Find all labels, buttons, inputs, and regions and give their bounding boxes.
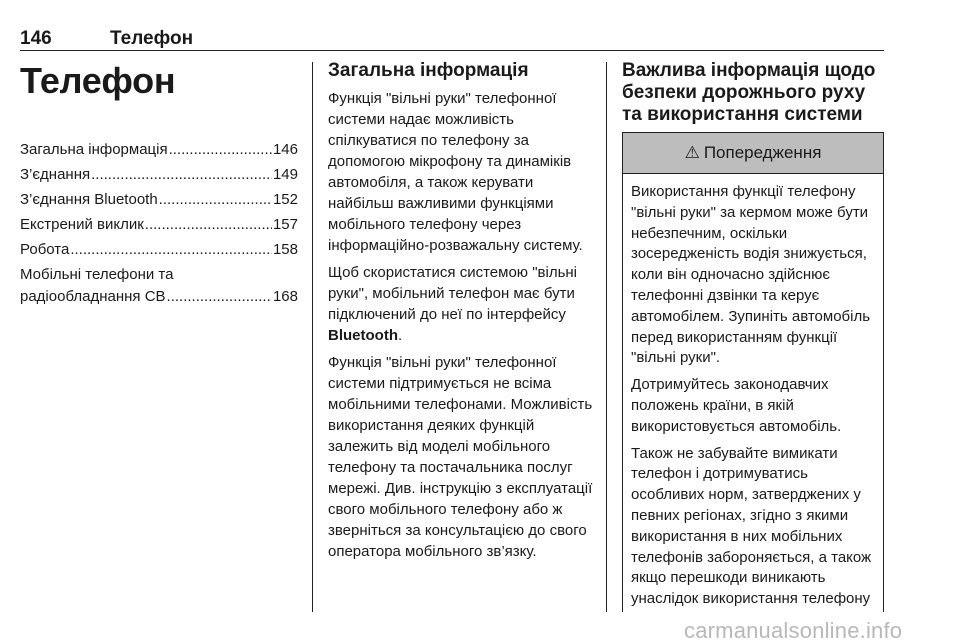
column-divider	[606, 62, 607, 612]
paragraph: Функція "вільні руки" телефонної системи підтримується не всіма мобільними телефонами. Можливість використання деяких функцій залежить від моделі мобільного телефону та постачальника послуг мережі. Див. інструкцію з експлуатації свого мобільного телефону або ж зверніться за консультацією до свого оператора мобільного зв’язку.	[328, 354, 593, 560]
toc-label: Робота	[20, 241, 70, 258]
warning-paragraph: Використання функції телефону "вільні руки" за кермом може бути небезпечним, оскільки зосередженість водія знижується, коли він одночасно здійснює телефонні дзвінки та керує автомобілем. Зупиніть автомобіль перед використанням функції "вільні руки".	[631, 183, 871, 367]
page-header	[20, 28, 884, 51]
header-section-title: Телефон	[110, 28, 194, 49]
toc-label: Екстрений виклик	[20, 216, 144, 233]
toc-label: З’єднання	[20, 166, 91, 183]
toc-leader	[167, 286, 272, 308]
paragraph-text: Щоб скористатися системою "вільні руки", мобільний телефон має бути підключений до неї по інтерфейсу	[328, 264, 578, 323]
warning-body	[623, 174, 883, 612]
warning-paragraph: Також не забувайте вимикати телефон і дотримуватись особливих норм, затверджених у певних регіонах, згідно з якими використання в них мобільних телефонів забороняється, а також якщо перешкоди виникають унаслідок використання телефону	[631, 444, 872, 608]
column-divider	[312, 62, 313, 612]
toc-column	[20, 60, 298, 311]
page-number: 146	[20, 28, 52, 49]
toc-leader	[145, 214, 272, 236]
warning-triangle-icon: ⚠	[684, 143, 700, 162]
toc-page: 146	[272, 141, 298, 158]
toc-label: радіообладнання CB	[20, 288, 166, 305]
chapter-title: Телефон	[20, 60, 176, 101]
toc-label: Загальна інформація	[20, 141, 168, 158]
toc-page: 168	[272, 288, 298, 305]
watermark: carmanualsonline.info	[684, 618, 903, 643]
toc-entry[interactable]	[20, 214, 298, 236]
paragraph	[328, 262, 596, 346]
toc-leader	[70, 239, 272, 261]
paragraph-end: .	[397, 327, 403, 344]
section-title-safety: Важлива інформація щодо безпеки дорожнього руху та використання системи	[622, 60, 876, 125]
toc-leader	[159, 189, 272, 211]
toc-entry[interactable]	[20, 189, 298, 211]
toc-label: З’єднання Bluetooth	[20, 191, 158, 208]
toc-label-line1: Мобільні телефони та	[20, 266, 174, 283]
toc-page: 152	[272, 191, 298, 208]
paragraph: Функція "вільні руки" телефонної системи надає можливість спілкуватися по телефону за допомогою мікрофону та динаміків автомобіля, а також керувати найбільш важливими функціями мобільного телефону через інформаційно-розважальну систему.	[328, 90, 583, 254]
toc-page: 157	[272, 216, 298, 233]
warning-paragraph: Дотримуйтесь законодавчих положень країни, в якій використовується автомобіль.	[631, 376, 842, 435]
toc-page: 149	[272, 166, 298, 183]
bluetooth-term: Bluetooth	[328, 327, 398, 344]
toc-leader	[91, 164, 272, 186]
table-of-contents	[20, 139, 298, 308]
warning-header	[623, 132, 883, 174]
safety-column	[622, 60, 884, 612]
toc-leader	[169, 139, 272, 161]
toc-entry[interactable]	[20, 164, 298, 186]
toc-entry[interactable]	[20, 139, 298, 161]
toc-entry[interactable]	[20, 264, 298, 308]
toc-entry[interactable]	[20, 239, 298, 261]
toc-page: 158	[272, 241, 298, 258]
warning-box	[622, 132, 884, 612]
general-info-column	[328, 60, 596, 568]
warning-label: Попередження	[703, 143, 822, 162]
section-title-general: Загальна інформація	[328, 60, 529, 81]
